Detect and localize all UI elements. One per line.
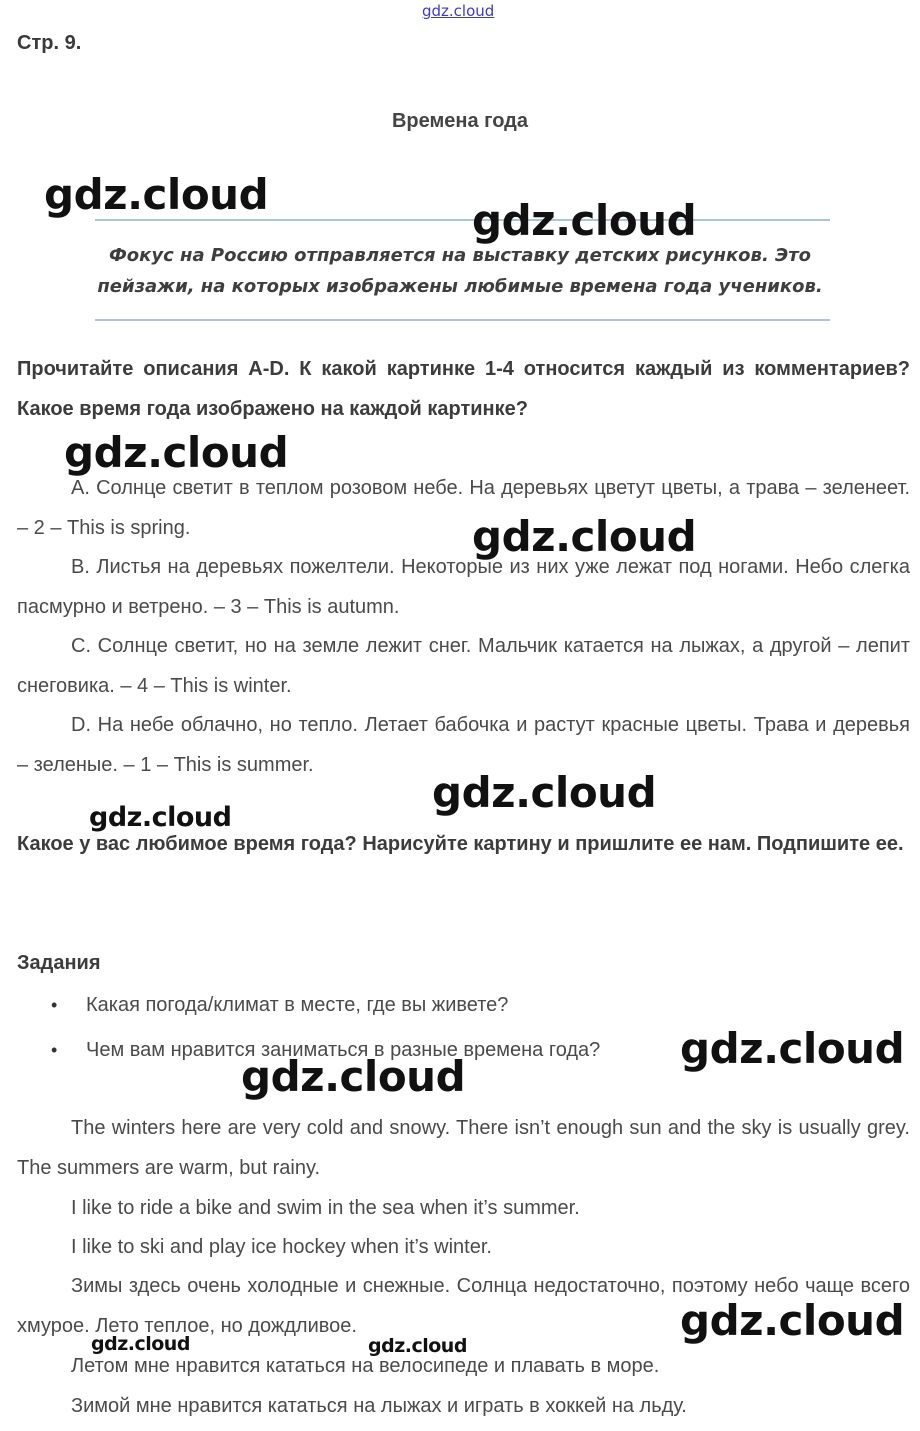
bullet-item-2: Чем вам нравится заниматься в разные времена года? bbox=[86, 1039, 601, 1061]
watermark: gdz.cloud bbox=[64, 428, 289, 477]
watermark: gdz.cloud bbox=[472, 196, 697, 245]
intro-top-rule bbox=[95, 219, 830, 221]
watermark: gdz.cloud bbox=[241, 1052, 466, 1101]
watermark: gdz.cloud bbox=[89, 802, 232, 833]
bullet-icon: • bbox=[51, 1040, 58, 1060]
watermark: gdz.cloud bbox=[91, 1333, 190, 1355]
task-instruction-1: Прочитайте описания A-D. К какой картинке 1-4 относится каждый из комментариев? Какое время года изображено на каждой картинке? bbox=[17, 358, 910, 420]
watermark: gdz.cloud bbox=[422, 2, 495, 20]
english-answer-2: I like to ride a bike and swim in the sea when it’s summer. bbox=[71, 1197, 580, 1219]
watermark: gdz.cloud bbox=[680, 1024, 905, 1073]
watermark: gdz.cloud bbox=[44, 170, 269, 219]
answer-d: D. На небе облачно, но тепло. Летает бабочка и растут красные цветы. Трава и деревья – зеленые. – 1 – This is summer. bbox=[17, 714, 910, 776]
page-title: Времена года bbox=[391, 110, 529, 132]
bullet-icon: • bbox=[51, 995, 58, 1015]
english-answer-3: I like to ski and play ice hockey when it’s winter. bbox=[71, 1236, 492, 1258]
intro-line-2: пейзажи, на которых изображены любимые времена года учеников. bbox=[97, 276, 823, 297]
intro-text bbox=[70, 240, 850, 302]
intro-line-1: Фокус на Россию отправляется на выставку детских рисунков. Это bbox=[108, 245, 812, 266]
watermark: gdz.cloud bbox=[472, 512, 697, 561]
russian-answer-1: Зимы здесь очень холодные и снежные. Солнца недостаточно, поэтому небо чаще всего хмурое. Лето теплое, но дождливое. bbox=[17, 1275, 910, 1337]
answer-c: C. Солнце светит, но на земле лежит снег. Мальчик катается на лыжах, а другой – лепит снеговика. – 4 – This is winter. bbox=[17, 635, 910, 697]
intro-bottom-rule bbox=[95, 319, 830, 321]
english-answer-1: The winters here are very cold and snowy. There isn’t enough sun and the sky is usually grey. The summers are warm, but rainy. bbox=[17, 1117, 910, 1179]
task-instruction-2: Какое у вас любимое время года? Нарисуйте картину и пришлите ее нам. Подпишите ее. bbox=[17, 833, 904, 855]
bullet-item-1: Какая погода/климат в месте, где вы живете? bbox=[86, 994, 509, 1016]
russian-answer-3: Зимой мне нравится кататься на лыжах и играть в хоккей на льду. bbox=[71, 1395, 687, 1417]
tasks-heading: Задания bbox=[17, 952, 101, 974]
page-label: Стр. 9. bbox=[17, 32, 82, 54]
watermark: gdz.cloud bbox=[680, 1296, 905, 1345]
watermark: gdz.cloud bbox=[368, 1335, 467, 1357]
russian-answer-2: Летом мне нравится кататься на велосипеде и плавать в море. bbox=[71, 1355, 660, 1377]
answer-b: B. Листья на деревьях пожелтели. Некоторые из них уже лежат под ногами. Небо слегка пасмурно и ветрено. – 3 – This is autumn. bbox=[17, 556, 910, 618]
answer-a: A. Солнце светит в теплом розовом небе. На деревьях цветут цветы, а трава – зеленеет. – 2 – This is spring. bbox=[17, 477, 910, 539]
watermark: gdz.cloud bbox=[432, 768, 657, 817]
